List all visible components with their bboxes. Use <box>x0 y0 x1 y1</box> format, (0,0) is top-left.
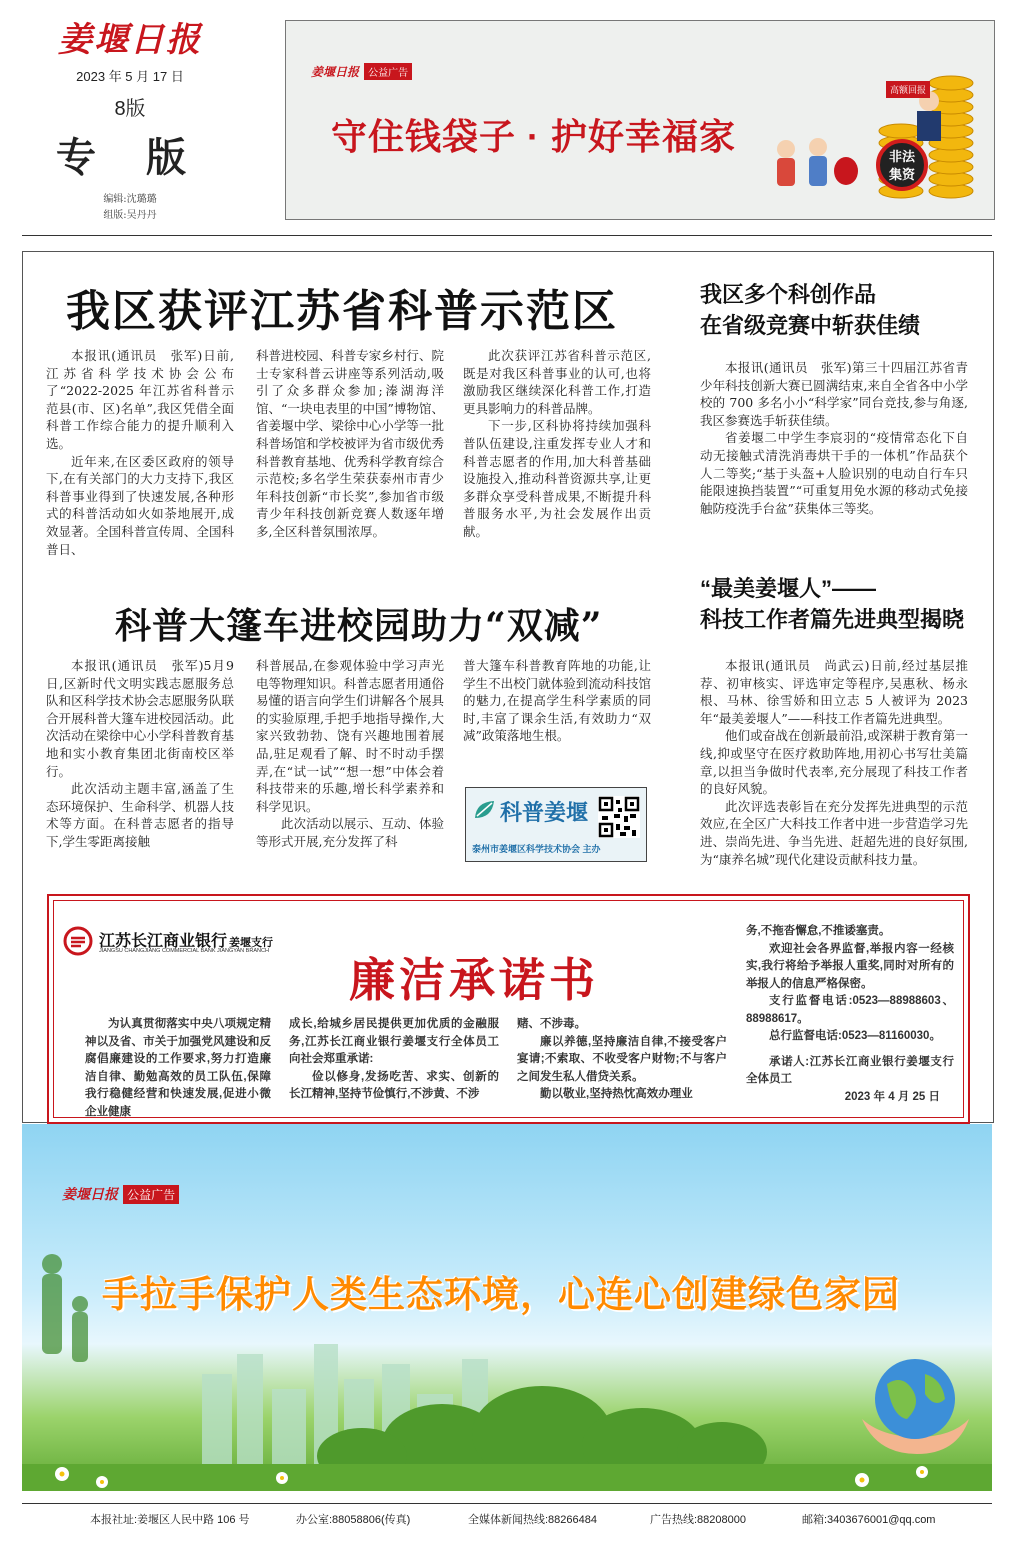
newspaper-logo: 姜堰日报 <box>58 20 202 60</box>
paragraph: 俭以修身,发扬吃苦、求实、创新的长江精神,坚持节俭慎行,不涉黄、不涉 <box>289 1070 499 1100</box>
pledge-title: 廉洁承诺书 <box>349 953 599 1007</box>
leaf-logo-icon <box>472 798 498 824</box>
side2-body <box>700 657 968 868</box>
side1-body <box>700 359 968 517</box>
paragraph: 普大篷车科普教育阵地的功能,让学生不出校门就体验到流动科技馆的魅力,在提高学生科学素质的同时,丰富了课余生活,有效助力“双减”政策落地生根。 <box>463 658 651 744</box>
paragraph: 本报讯(通讯员 张军)第三十四届江苏省青少年科技创新大赛已圆满结束,来自全省各中小学校的 700 多名小小“科学家”同台竞技,参与角逐,我区参赛选手斩获佳绩。 <box>700 360 968 428</box>
ad-header <box>311 61 412 80</box>
pledge-col4 <box>746 923 954 1106</box>
bottom-ad-header <box>62 1184 179 1204</box>
paragraph: 本报讯(通讯员 张军)日前,江苏省科学技术协会公布了“2022-2025 年江苏省科普示范县(市、区)名单”,我区凭借全面科普工作综合能力的提升顺利入选。 <box>46 348 234 451</box>
paragraph: 此次活动主题丰富,涵盖了生态环境保护、生命科学、机器人技术等方面。在科普志愿者的指导下,学生零距离接触 <box>46 781 234 849</box>
masthead-divider <box>22 235 992 236</box>
promo-title: 科普姜堰 <box>500 800 589 825</box>
qr-code-icon[interactable] <box>598 796 640 838</box>
main-article-col2 <box>256 347 444 541</box>
issue-date: 2023 年 5 月 17 日 <box>76 69 184 84</box>
paragraph: 支行监督电话:0523—88988603、88988617。 <box>746 995 954 1025</box>
paragraph: 成长,给城乡居民提供更加优质的金融服务,江苏长江商业银行姜堰支行全体员工向社会郑重承诺: <box>289 1018 499 1065</box>
paragraph: 此次活动以展示、互动、体验等形式开展,充分发挥了科 <box>256 816 444 849</box>
top-public-ad <box>285 20 995 220</box>
cartoon-family-illustration <box>766 131 866 201</box>
ad-badge: 公益广告 <box>364 63 412 80</box>
second-article-col3 <box>463 657 651 745</box>
pledge-date: 2023 年 4 月 25 日 <box>844 1090 940 1103</box>
bottom-public-ad <box>22 1124 992 1491</box>
paragraph: 本报讯(通讯员 尚武云)日前,经过基层推荐、初审核实、评选审定等程序,吴惠秋、杨永根、马林、徐雪娇和田立志 5 人被评为 2023 年“最美姜堰人”——科技工作者篇先进典型。 <box>700 658 968 726</box>
bank-logo-icon <box>63 926 93 956</box>
paragraph: 廉以养德,坚持廉洁自律,不接受客户宴请;不索取、不收受客户财物;不与客户之间发生私人借贷关系。 <box>517 1035 727 1083</box>
bottom-ad-logo: 姜堰日报 <box>62 1187 118 1203</box>
side1-headline <box>700 279 920 341</box>
footer-divider <box>22 1503 992 1504</box>
paragraph: 下一步,区科协将持续加强科普队伍建设,注重发挥专业人才和科普志愿者的作用,加大科普基础设施投入,推动科普资源共享,让更多群众享受科普成果,不断提升科普服务水平,为社会发展作出贡献。 <box>463 418 651 539</box>
bank-name-english: JIANGSU CHANGJIANG COMMERCIAL BANK JIANGYAN BRANCH <box>99 948 269 954</box>
paragraph: 本报讯(通讯员 张军)5月9日,区新时代文明实践志愿服务总队和区科学技术协会志愿服务队联合开展科普大篷车进校园活动。此次活动在梁徐中心小学科普教育基地和实小教育集团北街南校区举行。 <box>46 658 234 779</box>
high-return-sign: 高额回报 <box>886 81 930 98</box>
main-headline: 我区获评江苏省科普示范区 <box>66 286 618 337</box>
side2-headline <box>700 573 964 635</box>
main-article-col1 <box>46 347 234 558</box>
paragraph: 科普展品,在参观体验中学习声光电等物理知识。科普志愿者用通俗易懂的语言向学生们讲解各个展具的实验原理,手把手地指导操作,大家兴致勃勃、饶有兴趣地围着展品,驻足观看了解、时不时动手摆弄,在“试一试”“想一想”中体会着科技带来的乐趣,增长科学素养和科学见识。 <box>256 658 444 814</box>
page-number: 8版 <box>114 98 146 120</box>
paragraph: 科普进校园、科普专家乡村行、院士专家科普云讲座等系列活动,吸引了众多群众参加;溱湖海洋馆、“一块电表里的中国”博物馆、省姜堰中学、梁徐中心小学等一批科普场馆和学校被评为省市级优秀科普教育基地、优秀科学教育综合示范校;多名学生荣获泰州市青少年科技创新“市长奖”,参加省市级青少年科技创新竞赛人数逐年增多,全区科普氛围浓厚。 <box>256 348 444 539</box>
earth-in-hands-illustration <box>857 1349 972 1459</box>
side1-headline-line1: 我区多个科创作品 <box>700 282 877 307</box>
second-headline: 科普大篷车进校园助力“双减” <box>115 605 603 647</box>
main-article-col3 <box>463 347 651 541</box>
paragraph: 此次获评江苏省科普示范区,既是对我区科普事业的认可,也将激励我区继续深化科普工作,打造更具影响力的科普品牌。 <box>463 348 651 416</box>
paragraph: 近年来,在区委区政府的领导下,在有关部门的大力支持下,我区科普事业得到了快速发展,各种形式的科普活动如火如荼地展开,成效显著。全国科普宣传周、全国科普日、 <box>46 453 234 557</box>
kepu-jiangyan-promo <box>465 787 647 862</box>
paragraph: 总行监督电话:0523—81160030。 <box>769 1030 941 1042</box>
pledge-col3 <box>517 1016 727 1104</box>
side2-headline-line2: 科技工作者篇先进典型揭晓 <box>700 607 965 632</box>
paragraph: 务,不拖沓懈怠,不推诿塞责。 <box>746 925 891 937</box>
footer-address: 本报社址:姜堰区人民中路 106 号 <box>90 1514 250 1526</box>
city-skyline-illustration <box>22 1334 992 1491</box>
paragraph: 勤以敬业,坚持热忱高效办理业 <box>540 1088 693 1100</box>
footer-office: 办公室:88058806(传真) <box>296 1514 411 1526</box>
paragraph: 欢迎社会各界监督,举报内容一经核实,我行将给予举报人重奖,同时对所有的举报人的信息严格保密。 <box>746 942 954 990</box>
paragraph: 为认真贯彻落实中央八项规定精神以及省、市关于加强党风建设和反腐倡廉建设的工作要求,努力打造廉洁自律、勤勉高效的员工队伍,保障我行稳健经营和快速发展,促进小微企业健康 <box>85 1018 271 1118</box>
paragraph: 他们或奋战在创新最前沿,或深耕于教育第一线,抑或坚守在医疗救助阵地,用初心书写壮美篇章,以担当争做时代表率,充分展现了科技工作者的良好风貌。 <box>700 728 968 797</box>
side1-headline-line2: 在省级竞赛中斩获佳绩 <box>700 313 921 338</box>
second-article-col2 <box>256 657 444 851</box>
bank-branch-text: 姜堰支行 <box>229 937 274 949</box>
ad-slogan: 守住钱袋子 · 护好幸福家 <box>331 116 736 157</box>
side2-headline-line1: “最美姜堰人”—— <box>700 576 877 601</box>
paragraph: 省姜堰二中学生李宸羽的“疫情常态化下自动无接触式清洗消毒烘干手的一体机”作品获个人二等奖;“基于头盔+人脸识别的电动自行车只能限速换挡装置”“可重复用免水源的移动式免接触防疫洗手台盆”获集体三等奖。 <box>700 430 968 516</box>
editor-credit: 编辑:沈璐璐 <box>103 194 157 205</box>
section-title: 专 版 <box>56 134 204 181</box>
footer-ad-hotline: 广告热线:88208000 <box>650 1514 746 1526</box>
bottom-ad-badge: 公益广告 <box>123 1185 179 1204</box>
bank-name-text: 江苏长江商业银行 <box>99 933 228 950</box>
pledge-col2 <box>289 1016 499 1104</box>
ad-logo: 姜堰日报 <box>311 65 360 79</box>
paragraph: 承诺人:江苏长江商业银行姜堰支行全体员工 <box>746 1055 954 1085</box>
paragraph: 赌、不涉毒。 <box>517 1018 586 1030</box>
illegal-fundraising-stamp: 非法集资 <box>876 139 928 191</box>
second-article-col1 <box>46 657 234 851</box>
bank-integrity-ad <box>47 894 970 1124</box>
promo-caption: 泰州市姜堰区科学技术协会 主办 <box>472 844 601 854</box>
pledge-col1 <box>85 1016 271 1121</box>
footer-news-hotline: 全媒体新闻热线:88266484 <box>468 1514 597 1526</box>
paragraph: 此次评选表彰旨在充分发挥先进典型的示范效应,在全区广大科技工作者中进一步营造学习先进、崇尚先进、争当先进、赶超先进的良好氛围,为“康养名城”现代化建设贡献科技力量。 <box>700 798 968 867</box>
footer-email[interactable]: 邮箱:3403676001@qq.com <box>802 1514 936 1526</box>
family-silhouette-illustration <box>32 1244 102 1424</box>
bottom-ad-slogan: 手拉手保护人类生态环境，心连心创建绿色家园 <box>102 1274 900 1315</box>
layout-credit: 组版:吴丹丹 <box>103 210 157 221</box>
